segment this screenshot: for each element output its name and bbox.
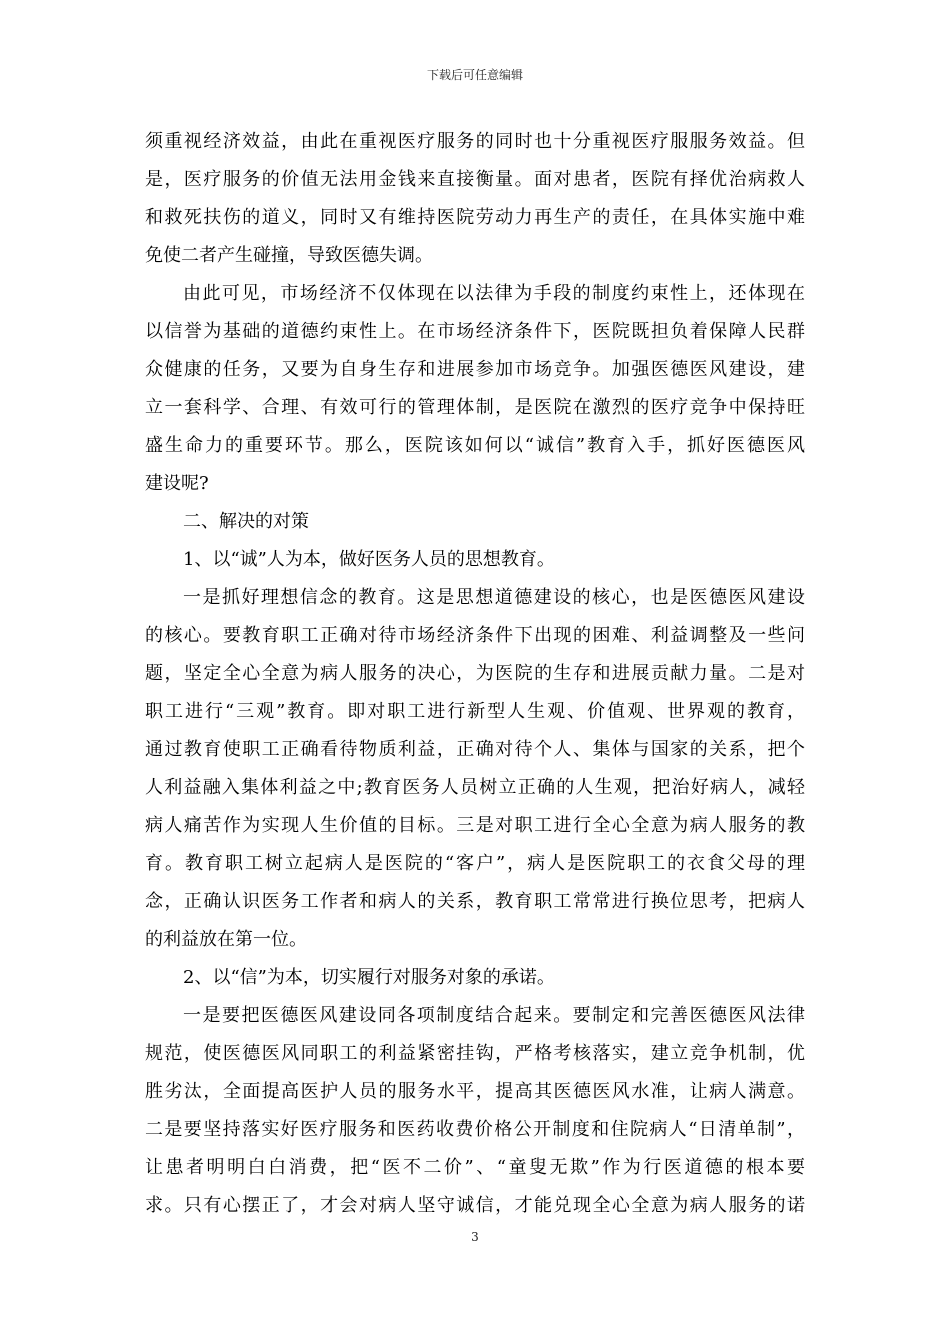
- body-line: 的核心。要教育职工正确对待市场经济条件下出现的困难、利益调整及一些问: [145, 625, 805, 646]
- body-line: 育。教育职工树立起病人是医院的“客户”，病人是医院职工的衣食父母的理: [145, 853, 805, 874]
- subsection-heading: 2、以“信”为本，切实履行对服务对象的承诺。: [183, 967, 555, 988]
- body-line: 以信誉为基础的道德约束性上。在市场经济条件下，医院既担负着保障人民群: [145, 321, 805, 342]
- body-line: 职工进行“三观”教育。即对职工进行新型人生观、价值观、世界观的教育，: [145, 701, 805, 722]
- body-line: 一是要把医德医风建设同各项制度结合起来。要制定和完善医德医风法律: [183, 1005, 805, 1026]
- body-line: 病人痛苦作为实现人生价值的目标。三是对职工进行全心全意为病人服务的教: [145, 815, 805, 836]
- body-line: 让患者明明白白消费，把“医不二价”、“童叟无欺”作为行医道德的根本要: [145, 1157, 805, 1178]
- body-line: 规范，使医德医风同职工的利益紧密挂钩，严格考核落实，建立竞争机制，优: [145, 1043, 805, 1064]
- body-line: 盛生命力的重要环节。那么，医院该如何以“诚信”教育入手，抓好医德医风: [145, 435, 805, 456]
- body-line: 通过教育使职工正确看待物质利益，正确对待个人、集体与国家的关系，把个: [145, 739, 805, 760]
- body-line: 由此可见，市场经济不仅体现在以法律为手段的制度约束性上，还体现在: [183, 283, 805, 304]
- body-line: 题，坚定全心全意为病人服务的决心，为医院的生存和进展贡献力量。二是对: [145, 663, 805, 684]
- body-line: 求。只有心摆正了，才会对病人坚守诚信，才能兑现全心全意为病人服务的诺: [145, 1195, 805, 1216]
- section-heading: 二、解决的对策: [183, 511, 309, 532]
- body-line: 立一套科学、合理、有效可行的管理体制，是医院在激烈的医疗竞争中保持旺: [145, 397, 805, 418]
- body-line: 须重视经济效益，由此在重视医疗服务的同时也十分重视医疗服服务效益。但: [145, 131, 805, 152]
- body-line: 是，医疗服务的价值无法用金钱来直接衡量。面对患者，医院有择优治病救人: [145, 169, 805, 190]
- body-line: 建设呢?: [145, 473, 209, 494]
- page-header-note: 下载后可任意编辑: [426, 68, 523, 82]
- body-line: 一是抓好理想信念的教育。这是思想道德建设的核心，也是医德医风建设: [183, 587, 805, 608]
- body-line: 的利益放在第一位。: [145, 929, 307, 950]
- body-line: 念，正确认识医务工作者和病人的关系，教育职工常常进行换位思考，把病人: [145, 891, 805, 912]
- body-line: 众健康的任务，又要为自身生存和进展参加市场竞争。加强医德医风建设，建: [145, 359, 805, 380]
- subsection-heading: 1、以“诚”人为本，做好医务人员的思想教育。: [183, 549, 555, 570]
- body-line: 人利益融入集体利益之中;教育医务人员树立正确的人生观，把治好病人，减轻: [145, 777, 805, 798]
- body-line: 胜劣汰，全面提高医护人员的服务水平，提高其医德医风水准，让病人满意。: [145, 1081, 805, 1102]
- body-line: 二是要坚持落实好医疗服务和医药收费价格公开制度和住院病人“日清单制”，: [145, 1119, 805, 1140]
- page-number: 3: [471, 1230, 479, 1244]
- body-line: 和救死扶伤的道义，同时又有维持医院劳动力再生产的责任，在具体实施中难: [145, 207, 805, 228]
- body-line: 免使二者产生碰撞，导致医德失调。: [145, 245, 433, 266]
